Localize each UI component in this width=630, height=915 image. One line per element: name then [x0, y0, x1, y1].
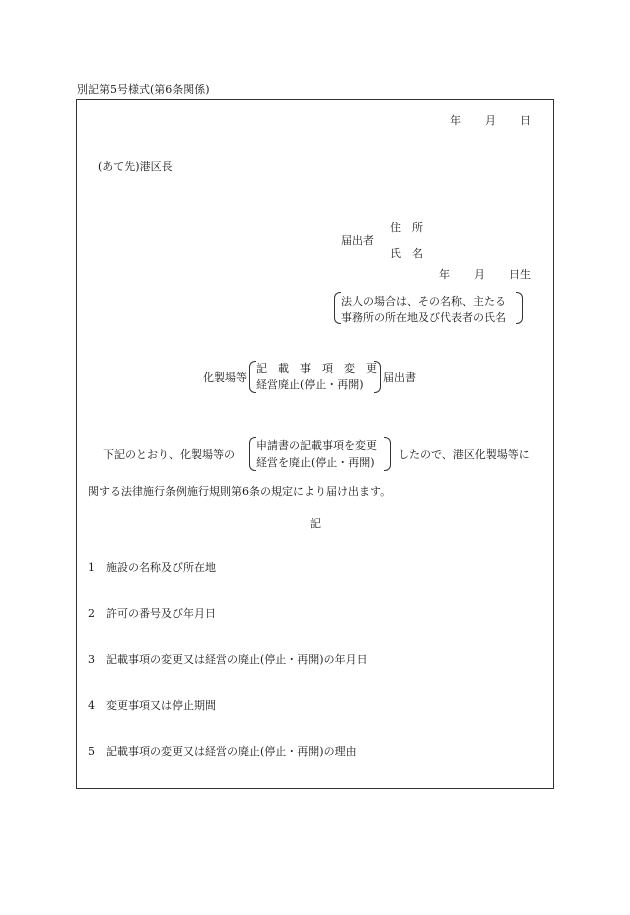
body-trail: したので、港区化製場等に — [398, 448, 530, 461]
body-bracket-right — [384, 437, 391, 471]
title-prefix: 化製場等 — [203, 371, 247, 384]
corp-note-bracket-right — [516, 292, 523, 324]
date-year: 年 — [450, 114, 461, 127]
birth-month: 月 — [474, 268, 485, 281]
item-text: 施設の名称及び所在地 — [106, 561, 216, 574]
corp-note-bracket-left — [334, 292, 341, 324]
title-bracket-right — [374, 361, 381, 393]
applicant-address-label: 住 所 — [390, 221, 423, 234]
birth-year: 年 — [439, 268, 450, 281]
item-text: 記載事項の変更又は経営の廃止(停止・再開)の理由 — [106, 745, 357, 758]
addressee: (あて先)港区長 — [98, 160, 173, 173]
body-lead: 下記のとおり、化製場等の — [103, 448, 235, 461]
item-text: 許可の番号及び年月日 — [106, 607, 216, 620]
applicant-name-label: 氏 名 — [390, 247, 423, 260]
corp-note-line-1: 法人の場合は、その名称、主たる — [341, 295, 506, 308]
body-option-change: 申請書の記載事項を変更 — [256, 439, 377, 452]
item-number: 1 — [88, 561, 95, 574]
body-option-abolish: 経営を廃止(停止・再開) — [256, 456, 375, 469]
item-number: 3 — [88, 653, 95, 666]
title-option-abolish: 経営廃止(停止・再開) — [256, 378, 364, 391]
item-text: 記載事項の変更又は経営の廃止(停止・再開)の年月日 — [106, 653, 368, 666]
date-day: 日 — [520, 114, 531, 127]
corp-note-line-2: 事務所の所在地及び代表者の氏名 — [341, 311, 506, 324]
date-month: 月 — [485, 114, 496, 127]
title-option-change: 記 載 事 項 変 更 — [256, 362, 377, 375]
form-label: 別記第5号様式(第6条関係) — [77, 83, 210, 96]
birth-day: 日生 — [509, 268, 531, 281]
title-suffix: 届出書 — [383, 371, 416, 384]
body-line-2: 関する法律施行条例施行規則第6条の規定により届け出ます。 — [88, 485, 392, 498]
applicant-label: 届出者 — [341, 234, 374, 247]
title-bracket-left — [249, 361, 256, 393]
item-number: 2 — [88, 607, 95, 620]
body-bracket-left — [249, 437, 256, 471]
item-text: 変更事項又は停止期間 — [106, 699, 216, 712]
item-number: 4 — [88, 699, 95, 712]
item-number: 5 — [88, 745, 95, 758]
ki-heading: 記 — [310, 517, 321, 530]
